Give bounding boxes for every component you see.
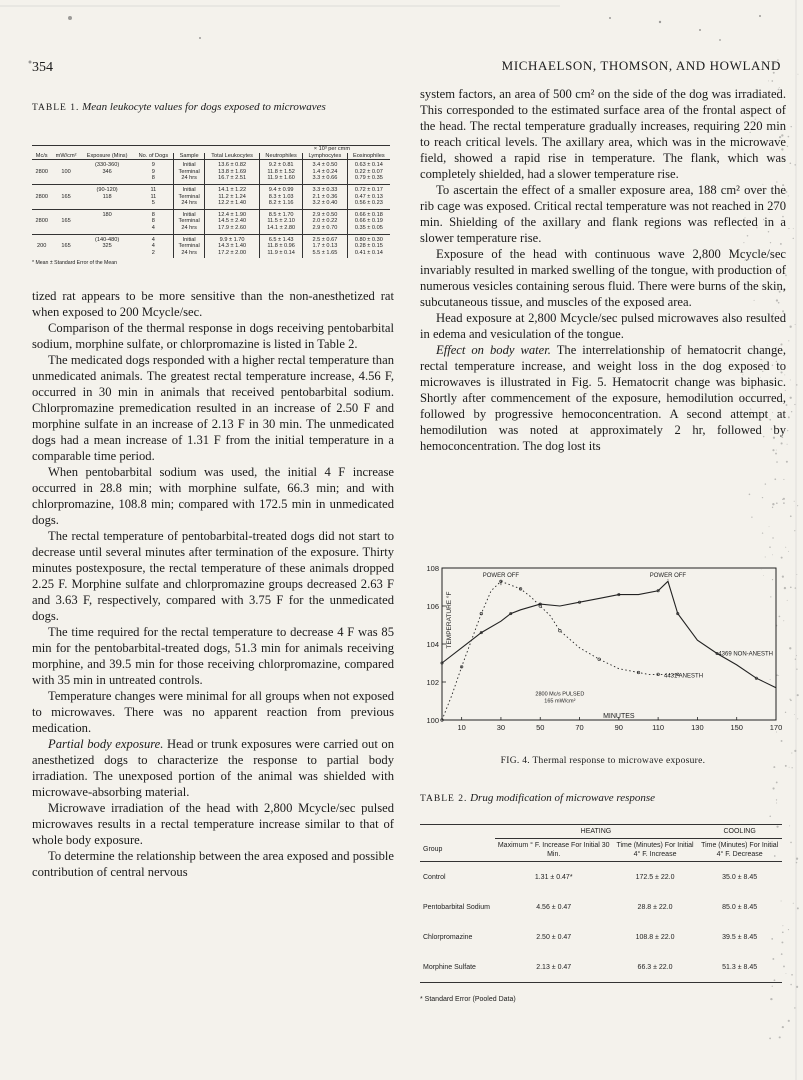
y-tick-label: 102 xyxy=(426,678,439,687)
x-tick-label: 50 xyxy=(536,723,545,732)
x-tick-label: 90 xyxy=(614,723,623,732)
table2-cell-time-increase: 108.8 ± 22.0 xyxy=(635,933,675,941)
table1 xyxy=(32,145,390,258)
paragraph-run-in-heading: Effect on body water. xyxy=(436,343,551,357)
paragraph-text: To determine the relationship between the area exposed and possible contribution of central nervous xyxy=(32,849,394,880)
left-column-paragraph xyxy=(32,688,394,736)
paragraph-text: Microwave irradiation of the head with 2,800 Mcycle/sec pulsed microwaves results in a rectal temperature increase similar to that of whole body exposure. xyxy=(32,801,394,848)
table2-row xyxy=(420,922,782,952)
table1-cell-exposure: (330-360) 346 xyxy=(81,160,134,185)
table1-cell-lymphocytes: 3.3 ± 0.33 2.1 ± 0.36 3.2 ± 0.40 xyxy=(303,184,348,209)
table1-cell-lymphocytes: 3.4 ± 0.50 1.4 ± 0.24 3.3 ± 0.66 xyxy=(303,160,348,185)
paragraph-text: system factors, an area of 500 cm² on the side of the dog was irradiated. This corresponded to the estimated surface area of the frontal aspect of the head. The rectal temperature gradually increases, requiring 220 min to reach critical levels. The axillary area, which was in the microwave field, showed a rapid rise in temperature. The flank, which was completely shielded, had a slower temperature rise. xyxy=(420,87,786,181)
table2-cell-group: Morphine Sulfate xyxy=(423,963,476,971)
left-column-paragraph xyxy=(32,288,394,320)
table1-cell-eosinophiles: 0.66 ± 0.18 0.66 ± 0.19 0.35 ± 0.05 xyxy=(347,209,390,234)
x-tick-label: 150 xyxy=(730,723,743,732)
table1-cell-sample: Initial Terminal 24 hrs xyxy=(174,209,205,234)
table1-header-neutrophiles: Neutrophiles xyxy=(260,153,303,160)
table2-heating-header: HEATING xyxy=(495,825,698,839)
table2-cell-max: 4.56 ± 0.47 xyxy=(536,903,572,911)
annotation-exposure-power: 165 mW/cm² xyxy=(544,698,576,705)
table1-cell-dogs: 8 8 4 xyxy=(134,209,174,234)
table2-cell-time-increase: 66.3 ± 22.0 xyxy=(637,963,673,971)
table1-header-eosinophiles: Eosinophiles xyxy=(347,153,390,160)
table1-cell-lymphocytes: 2.9 ± 0.50 2.0 ± 0.22 2.9 ± 0.70 xyxy=(303,209,348,234)
table1-cell-mw: 165 xyxy=(51,209,80,234)
table1-cell-exposure: 180 xyxy=(81,209,134,234)
y-tick-label: 104 xyxy=(426,640,439,649)
paragraph-text: The interrelationship of hematocrit change, rectal temperature increase, and weight loss in the dog exposed to microwaves is illustrated in Fig. 5. Hematocrit change was biphasic. Shortly after commencement of the exposure, hemodilution occurred, followed by progressive hemoconcentration. A second attempt at hemodilution was noted at approximately 2 hr, followed by hemoconcentration. The dog lost its xyxy=(420,343,787,453)
series-label-anesth: 4431 ANESTH xyxy=(664,673,704,680)
table1-caption xyxy=(32,100,394,115)
table2-cell-max: 2.13 ± 0.47 xyxy=(536,963,572,971)
figure4-chart xyxy=(420,560,790,746)
series-label-non-anesth: 4369 NON-ANESTH xyxy=(718,651,773,658)
table1-cell-total: 12.4 ± 1.90 14.5 ± 2.40 17.9 ± 2.60 xyxy=(205,209,260,234)
paragraph-text: Head or trunk exposures were carried out on anesthetized dogs to characterize the response to partial body irradiation. The unexposed portion of the animal was shielded with microwave-absorbing material. xyxy=(32,737,394,800)
table1-cell-dogs: 9 9 8 xyxy=(134,160,174,185)
paragraph-run-in-heading: Partial body exposure. xyxy=(48,737,164,752)
table1-row xyxy=(32,184,390,209)
y-tick-label: 108 xyxy=(426,564,439,573)
paragraph-text: The time required for the rectal temperature to decrease 4 F was 85 min for the pentobarbital-treated dogs, 51.3 min for animals receiving morphine, and 39.5 min for those receiving chlorpromazine, compared with 35 min in untreated controls. xyxy=(32,625,394,688)
table1-row xyxy=(32,209,390,234)
paragraph-text: tized rat appears to be more sensitive than the non-anesthetized rat when exposed to 200 Mcycle/sec. xyxy=(32,289,394,320)
table2-label: TABLE 2. xyxy=(420,794,468,804)
table2-cell-time-increase: 28.8 ± 22.0 xyxy=(637,903,673,911)
left-column-paragraph xyxy=(32,464,394,528)
table1-cell-total: 14.1 ± 1.22 11.2 ± 1.24 12.2 ± 1.40 xyxy=(205,184,260,209)
table1-cell-mcs: 2800 xyxy=(32,160,51,185)
table1-cell-mw: 165 xyxy=(51,234,80,258)
plot-frame xyxy=(442,568,776,720)
left-column-paragraph xyxy=(32,736,394,800)
table2-cell-group: Pentobarbital Sodium xyxy=(423,903,490,911)
table1-cell-dogs: 11 11 5 xyxy=(134,184,174,209)
series-anesth-point xyxy=(559,629,562,632)
x-tick-label: 10 xyxy=(457,723,466,732)
right-column-paragraph xyxy=(420,342,786,454)
table2-cell-max: 1.31 ± 0.47* xyxy=(534,873,573,881)
left-column-paragraph xyxy=(32,800,394,848)
x-axis-label: MINUTES xyxy=(603,713,635,720)
paragraph-text: To ascertain the effect of a smaller exposure area, 188 cm² over the rib cage was exposed. Critical rectal temperature was not reached in 270 min. Shielding of the axillary and flank regions was reflected in a slower temperature rise. xyxy=(420,183,786,245)
table2-header-time-increase: Time (Minutes) For Initial 4° F. Increase xyxy=(616,842,694,858)
paragraph-text: Head exposure at 2,800 Mcycle/sec pulsed microwaves also resulted in edema and vesiculation of the tongue. xyxy=(420,311,786,341)
table1-cell-mcs: 2800 xyxy=(32,184,51,209)
left-column-paragraph xyxy=(32,528,394,624)
table2-caption xyxy=(420,792,655,804)
table1-cell-sample: Initial Terminal 24 hrs xyxy=(174,184,205,209)
table2-cell-max: 2.50 ± 0.47 xyxy=(536,933,572,941)
table1-header-exposure: Exposure (Mins) xyxy=(81,153,134,160)
x-tick-label: 170 xyxy=(769,723,783,732)
table1-footnote: * Mean ± Standard Error of the Mean xyxy=(32,260,118,267)
y-tick-label: 100 xyxy=(426,716,439,725)
table2-cell-time-decrease: 51.3 ± 8.45 xyxy=(722,963,758,971)
table1-header-mcs: Mc/s xyxy=(32,153,51,160)
table1-header-total: Total Leukocytes xyxy=(205,153,260,160)
paragraph-text: The rectal temperature of pentobarbital-treated dogs did not start to decrease until several minutes after termination of the exposure. Thirty minutes postexposure, the rectal temperature of these animals dropped 2.25 F. Morphine sulfate and chlorpromazine groups decreased 2.63 F and 3.63 F, respectively, compared with 3.75 F for the unmedicated dogs. xyxy=(32,529,394,624)
table1-cell-neutrophiles: 6.5 ± 1.43 11.8 ± 0.96 11.9 ± 0.14 xyxy=(260,234,303,258)
table2-row xyxy=(420,952,782,983)
table1-cell-eosinophiles: 0.63 ± 0.14 0.22 ± 0.07 0.79 ± 0.35 xyxy=(347,160,390,185)
table2-header-time-decrease: Time (Minutes) For Initial 4° F. Decrease xyxy=(701,842,779,858)
left-column-paragraph xyxy=(32,352,394,464)
table1-cell-total: 9.9 ± 1.70 14.3 ± 1.40 17.2 ± 2.00 xyxy=(205,234,260,258)
left-column-paragraph xyxy=(32,320,394,352)
y-tick-label: 106 xyxy=(426,602,439,611)
table2-title: Drug modification of microwave response xyxy=(470,792,656,804)
left-column-paragraph xyxy=(32,624,394,688)
annotation-power-off-2: POWER OFF xyxy=(649,573,687,579)
table1-cell-mw: 100 xyxy=(51,160,80,185)
right-column-paragraph xyxy=(420,246,786,310)
table1-row xyxy=(32,160,390,185)
table1-superheader: × 10³ per cmm xyxy=(205,146,390,153)
table1-cell-sample: Initial Terminal 24 hrs xyxy=(174,160,205,185)
table1-cell-mcs: 200 xyxy=(32,234,51,258)
paragraph-text: Exposure of the head with continuous wave 2,800 Mcycle/sec invariably resulted in marked swelling of the tongue, with production of numerous vesicles containing serous fluid. There were burns of the skin, subcutaneous tissue, and muscles of the exposed area. xyxy=(420,247,786,309)
table1-cell-exposure: (90-120) 118 xyxy=(81,184,134,209)
table1-cell-neutrophiles: 9.2 ± 0.81 11.8 ± 1.52 11.9 ± 1.60 xyxy=(260,160,303,185)
x-tick-label: 70 xyxy=(575,723,584,732)
left-column xyxy=(32,100,394,880)
table1-title: Mean leukocyte values for dogs exposed to microwaves xyxy=(82,101,326,113)
table1-cell-lymphocytes: 2.5 ± 0.67 1.7 ± 0.13 5.5 ± 1.65 xyxy=(303,234,348,258)
left-body-text xyxy=(32,288,394,880)
table2-row xyxy=(420,892,782,922)
table1-header-sample: Sample xyxy=(174,153,205,160)
table1-label: TABLE 1. xyxy=(32,103,80,113)
table1-header-dogs: No. of Dogs xyxy=(134,153,174,160)
paragraph-text: When pentobarbital sodium was used, the initial 4 F increase occurred in 28.8 min; with morphine sulfate, 66.3 min; and with chlorpromazine, 108.8 min; compared with 172.5 min in unmedicated dogs. xyxy=(32,465,394,528)
annotation-power-off-1: POWER OFF xyxy=(482,573,520,579)
x-tick-label: 30 xyxy=(496,723,506,732)
right-column-paragraph xyxy=(420,310,786,342)
table1-cell-eosinophiles: 0.80 ± 0.30 0.28 ± 0.15 0.41 ± 0.14 xyxy=(347,234,390,258)
table2-cell-time-decrease: 35.0 ± 8.45 xyxy=(722,873,758,881)
table1-cell-dogs: 4 4 2 xyxy=(134,234,174,258)
page-number: 354 xyxy=(32,60,53,75)
table2-cell-group: Chlorpromazine xyxy=(423,933,473,941)
figure4-caption: FIG. 4. Thermal response to microwave exposure. xyxy=(500,756,706,766)
table1-cell-total: 13.6 ± 0.82 13.8 ± 1.69 16.7 ± 2.51 xyxy=(205,160,260,185)
right-body-text xyxy=(420,86,786,454)
table1-cell-mw: 165 xyxy=(51,184,80,209)
right-column-paragraph xyxy=(420,86,786,182)
paragraph-text: Temperature changes were minimal for all groups when not exposed to microwaves. There was no apparent reaction from previous medication. xyxy=(32,689,394,736)
table1-header-lymphocytes: Lymphocytes xyxy=(303,153,348,160)
x-tick-label: 130 xyxy=(691,723,704,732)
paragraph-text: The medicated dogs responded with a higher rectal temperature than unmedicated animals. The greatest rectal temperature increase, 4.56 F, occurred in 30 min in animals that received pentobarbital sodium. Chlorpromazine premedication resulted in an increase of 2.50 F and morphine sulfate in an increase of 2.13 F in 30 min. The unmedicated dogs had a mean increase of 1.31 F from the initial temperature in a comparable time period. xyxy=(32,353,394,464)
table2-cell-time-increase: 172.5 ± 22.0 xyxy=(635,873,675,881)
table1-cell-exposure: (140-480) 325 xyxy=(81,234,134,258)
table2-footnote: * Standard Error (Pooled Data) xyxy=(420,996,516,1003)
table2-row xyxy=(420,862,782,893)
paragraph-text: Comparison of the thermal response in dogs receiving pentobarbital sodium, morphine sulfate, or chlorpromazine is listed in Table 2. xyxy=(32,321,394,352)
table2-cell-time-decrease: 39.5 ± 8.45 xyxy=(722,933,758,941)
running-head: MICHAELSON, THOMSON, AND HOWLAND xyxy=(501,58,781,73)
table2-cooling-header: COOLING xyxy=(697,825,782,839)
table1-cell-mcs: 2800 xyxy=(32,209,51,234)
table1-cell-neutrophiles: 9.4 ± 0.99 8.3 ± 1.03 8.2 ± 1.16 xyxy=(260,184,303,209)
table1-cell-sample: Initial Terminal 24 hrs xyxy=(174,234,205,258)
right-column xyxy=(420,86,786,454)
table1-header-mw: mW/cm² xyxy=(51,153,80,160)
table2-cell-time-decrease: 85.0 ± 8.45 xyxy=(722,903,758,911)
right-column-paragraph xyxy=(420,182,786,246)
y-axis-label: TEMPERATURE °F xyxy=(446,591,453,649)
table1-row xyxy=(32,234,390,258)
table2-header-group: Group xyxy=(423,846,443,854)
series-non-anesth-line xyxy=(442,581,776,687)
table1-cell-eosinophiles: 0.72 ± 0.17 0.47 ± 0.13 0.56 ± 0.23 xyxy=(347,184,390,209)
annotation-exposure-freq: 2800 Mc/s PULSED xyxy=(535,691,585,698)
x-tick-label: 110 xyxy=(652,723,665,732)
table2-header-max: Maximum ° F. Increase For Initial 30 Min. xyxy=(497,842,610,858)
table2-cell-group: Control xyxy=(423,873,446,881)
left-column-paragraph xyxy=(32,848,394,880)
table2 xyxy=(420,824,782,983)
table1-cell-neutrophiles: 8.5 ± 1.70 11.5 ± 2.10 14.1 ± 2.80 xyxy=(260,209,303,234)
